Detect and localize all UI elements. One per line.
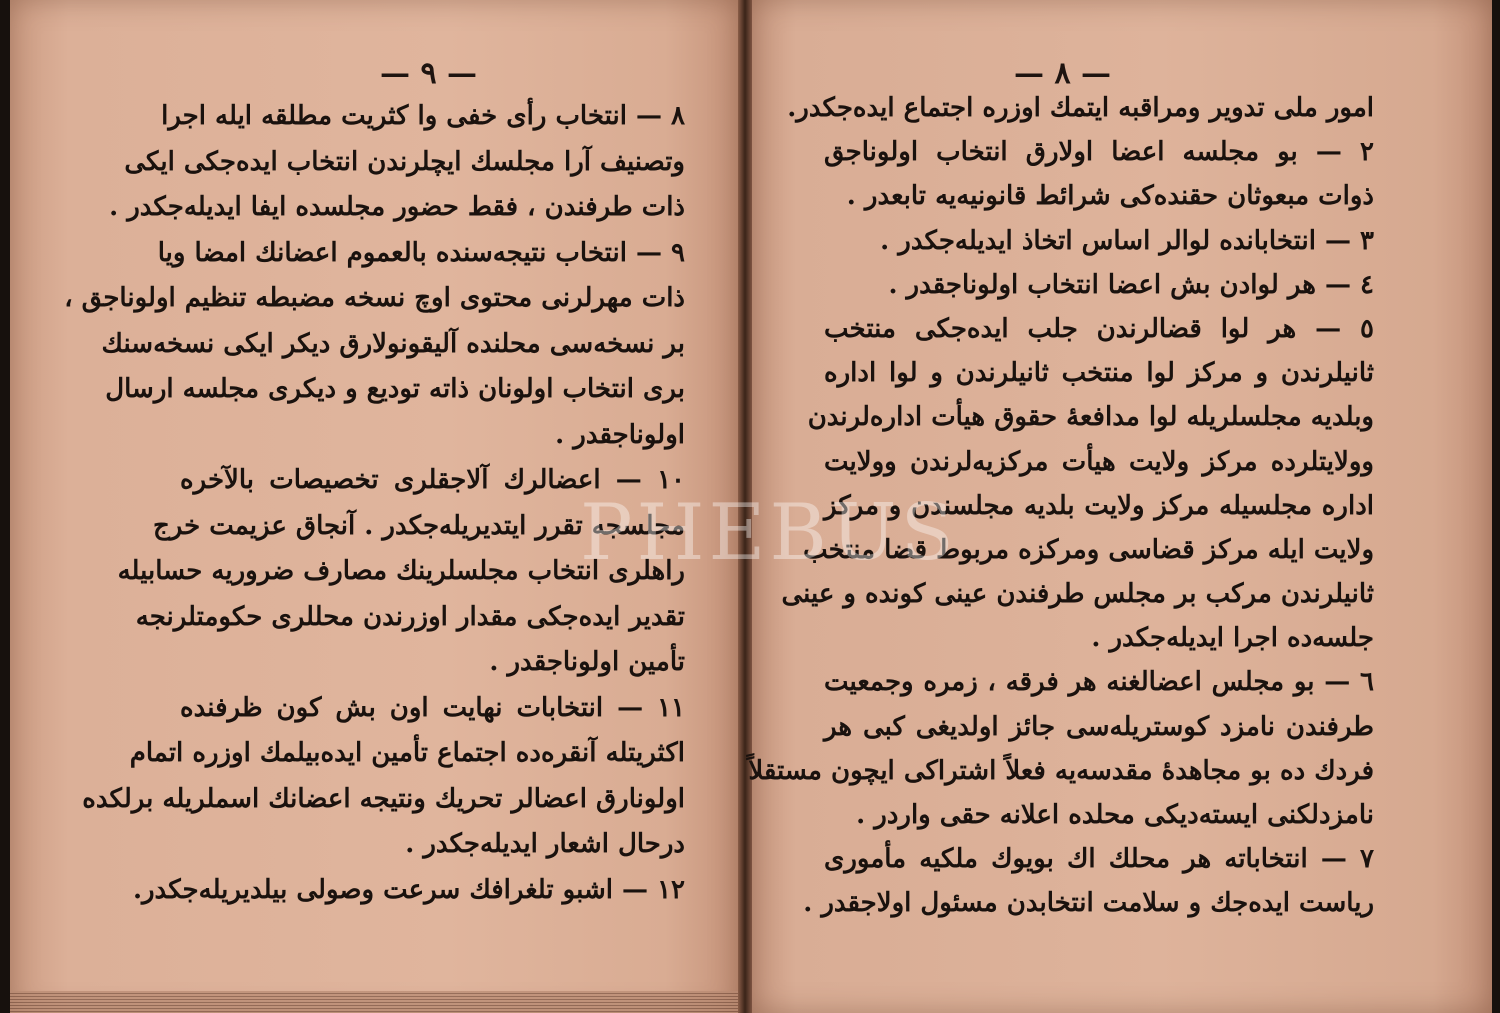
text-line: مجلسجه تقرر ايتديريله‌جكدر . آنجاق عزيمت خرج [152,510,685,541]
text-line: درحال اشعار ايديله‌جكدر . [405,829,685,859]
text-line: وتصنيف آرا مجلسك ايچلرندن انتخاب ايده‌جكى ايكى [124,146,685,177]
page-number-9: — ٩ — [380,56,478,91]
text-line: ٣ — انتخابانده لوالر اساس اتخاذ ايديله‌جكدر . [880,225,1374,256]
watermark: PHEBUS [580,488,958,578]
text-line: برى انتخاب اولونان ذاته توديع و ديكرى مجلسه ارسال [105,374,685,404]
left-page [10,0,738,1013]
text-line: وولايتلرده مركز ولايت هيأت مركزيه‌لرندن وولايت [824,446,1374,477]
text-line: ٥ — هر لوا قضالرندن جلب ايده‌جكى منتخب [824,313,1374,344]
text-line: اكثريتله آنقره‌ده اجتماع تأمين ايده‌بيلمك اوزره اتمام [129,738,685,768]
text-line: تقدير ايده‌جكى مقدار اوزرندن محللرى حكومتلرنجه [135,601,685,632]
text-line: ٧ — انتخاباته هر محلك اك بويوك ملكيه مأمورى [824,844,1374,875]
text-line: ٤ — هر لوادن بش اعضا انتخاب اولوناجقدر . [888,269,1374,300]
text-line: طرفندن نامزد كوستريله‌سى جائز اولديغى كبى هر [824,711,1374,742]
text-line: ذات طرفندن ، فقط حضور مجلسده ايفا ايديله‌جكدر . [109,192,685,222]
text-line: راهلرى انتخاب مجلسلرينك مصارف ضروريه حسابيله [117,556,685,586]
text-line: فردك ده بو مجاهدهٔ مقدسه‌يه فعلاً اشتراكى ايچون مستقلاً [748,755,1374,786]
text-line: ٨ — انتخاب رأى خفى وا كثريت مطلقه ايله اجرا [161,101,685,131]
text-line: بر نسخه‌سى محلنده آليقونولارق ديكر ايكى نسخه‌سنك [101,328,685,359]
text-line: امور ملى تدوير ومراقبه ايتمك اوزره اجتماع ايده‌جكدر. [787,93,1374,123]
text-line: ثانيلرندن مركب بر مجلس طرفندن عينى كونده و عينى [781,579,1374,610]
text-line: اولوناجقدر . [555,419,685,450]
text-line: ٦ — بو مجلس اعضالغنه هر فرقه ، زمره وجمعيت [824,667,1374,698]
page-number-8: — ٨ — [1014,56,1112,91]
text-line: اولونارق اعضالر تحريك ونتيجه اعضانك اسملريله برلكده [82,783,685,814]
text-line: ولايت ايله مركز قضاسى ومركزه مربوط قضا منتخب [803,534,1374,565]
text-line: ٩ — انتخاب نتيجه‌سنده بالعموم اعضانك امضا ويا [157,237,685,268]
text-line: ١١ — انتخابات نهايت اون بش كون ظرفنده [180,692,685,723]
right-page [748,0,1492,1013]
text-line: وبلديه مجلسلريله لوا مدافعهٔ حقوق هيأت اداره‌لرندن [807,402,1374,433]
page-edges [10,991,738,1013]
text-line: ذوات مبعوثان حقنده‌كى شرائط قانونيه‌يه تابعدر . [846,181,1374,212]
text-line: جلسه‌ده اجرا ايديله‌جكدر . [1091,623,1374,654]
text-line: ثانيلرندن و مركز لوا منتخب ثانيلرندن و لوا اداره [824,358,1374,389]
text-line: اداره مجلسيله مركز ولايت بلديه مجلسندن و مركز [824,490,1374,521]
book-gutter [738,0,752,1013]
text-line: رياست ايده‌جك و سلامت انتخابدن مسئول اولاجقدر . [803,888,1374,919]
text-line: ذات مهرلرنى محتوى اوچ نسخه مضبطه تنظيم اولوناجق ، [64,283,685,313]
text-line: نامزدلكنى ايسته‌ديكى محلده اعلانه حقى واردر . [856,800,1374,830]
text-line: ١٠ — اعضالرك آلاجقلرى تخصيصات بالآخره [180,465,685,495]
text-line: تأمين اولوناجقدر . [489,647,685,677]
left-page-text [64,94,685,913]
text-line: ٢ — بو مجلسه اعضا اولارق انتخاب اولوناجق [824,137,1374,168]
text-line: ١٢ — اشبو تلغرافك سرعت وصولى بيلديريله‌جكدر. [132,874,685,905]
